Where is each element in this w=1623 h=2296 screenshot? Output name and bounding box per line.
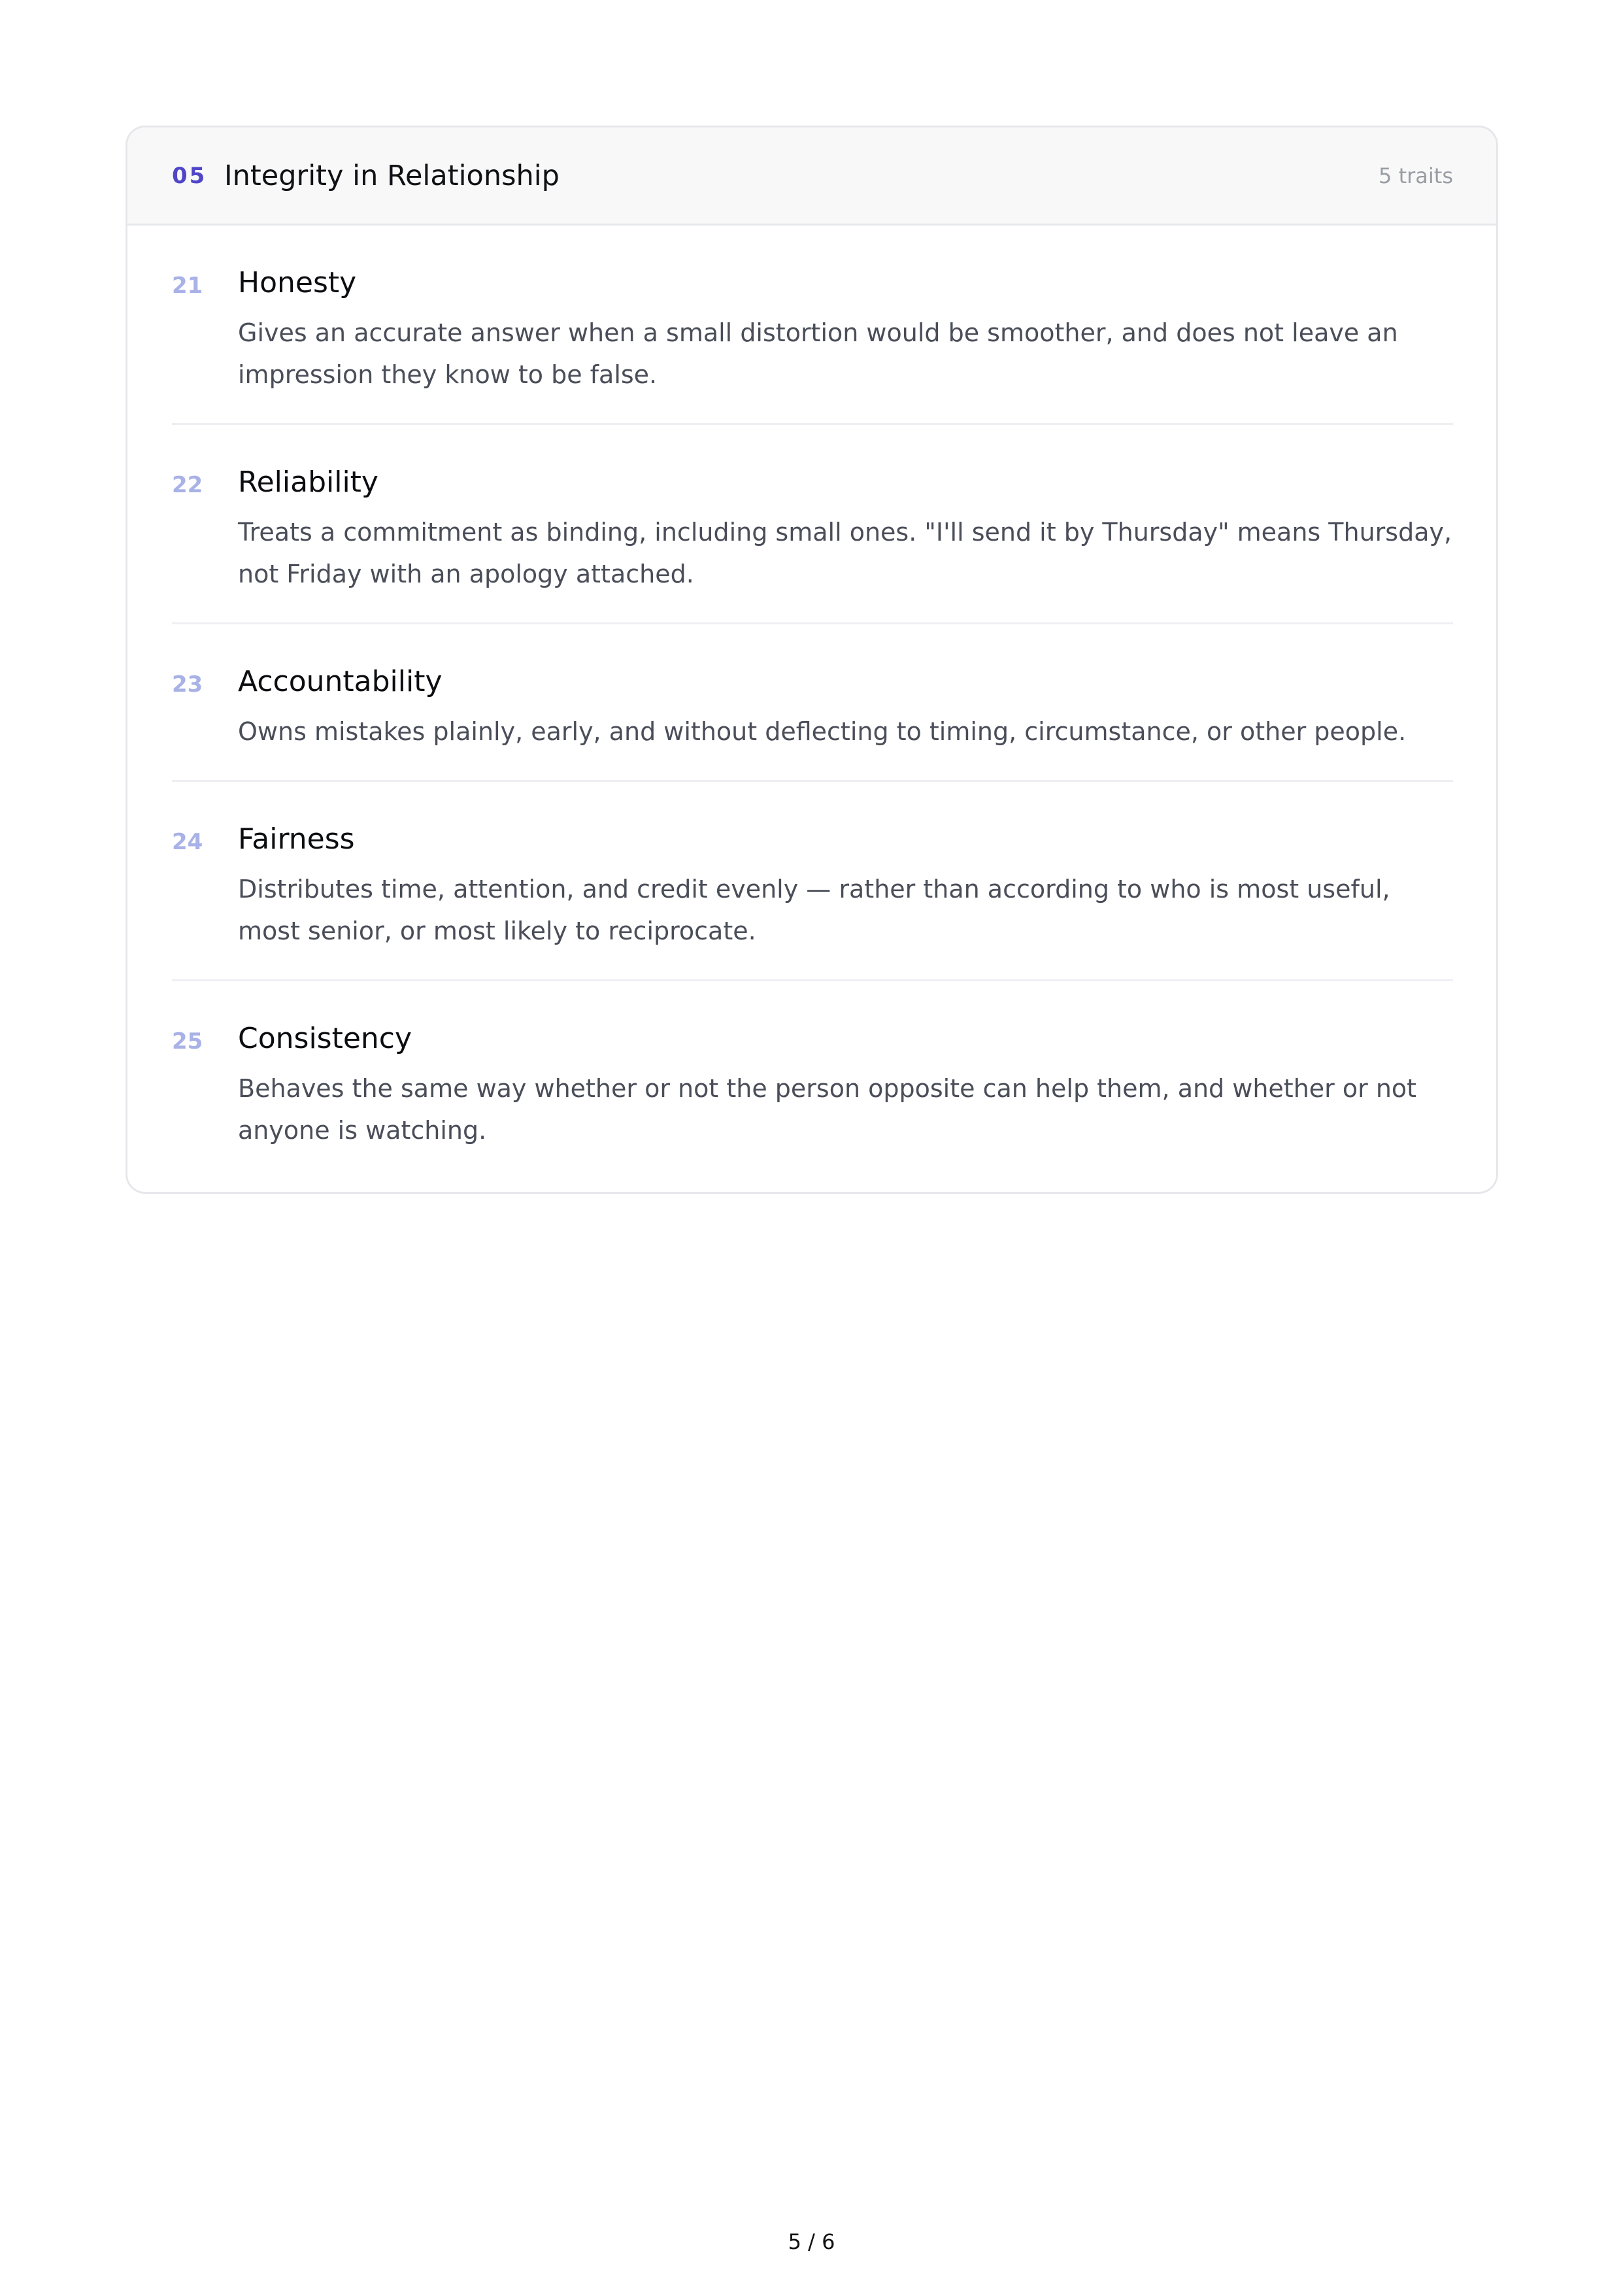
trait-name: Accountability <box>238 665 443 698</box>
section-header <box>127 127 1496 226</box>
trait-name: Reliability <box>238 465 378 499</box>
section-number: 05 <box>172 162 207 189</box>
trait-item <box>172 226 1453 425</box>
trait-number: 22 <box>172 472 203 498</box>
trait-number: 25 <box>172 1028 203 1055</box>
trait-number: 24 <box>172 829 203 855</box>
trait-number: 21 <box>172 273 203 299</box>
trait-item <box>172 425 1453 624</box>
trait-item <box>172 624 1453 782</box>
trait-name: Fairness <box>238 822 355 856</box>
trait-name: Consistency <box>238 1022 412 1055</box>
trait-body <box>238 821 1453 952</box>
page-number: 5 / 6 <box>788 2229 835 2254</box>
trait-description: Behaves the same way whether or not the person opposite can help them, and whether or not anyone is watching. <box>238 1074 1417 1145</box>
trait-list <box>127 226 1496 1192</box>
trait-body <box>238 464 1453 595</box>
section-title: Integrity in Relationship <box>224 159 560 192</box>
trait-description: Treats a commitment as binding, including small ones. "I'll send it by Thursday" means Thursday, not Friday with an apology attached. <box>238 518 1452 588</box>
trait-description: Distributes time, attention, and credit evenly — rather than according to who is most useful, most senior, or most likely to reciprocate. <box>238 875 1390 945</box>
trait-body <box>238 664 1453 752</box>
trait-item <box>172 782 1453 981</box>
trait-description: Owns mistakes plainly, early, and without deflecting to timing, circumstance, or other people. <box>238 717 1407 746</box>
trait-name: Honesty <box>238 266 357 299</box>
section-card <box>125 126 1498 1194</box>
trait-number: 23 <box>172 671 203 698</box>
trait-body <box>238 1021 1453 1151</box>
trait-description: Gives an accurate answer when a small distortion would be smoother, and does not leave an impression they know to be false. <box>238 318 1398 389</box>
trait-item <box>172 981 1453 1192</box>
trait-body <box>238 265 1453 396</box>
trait-count: 5 traits <box>1379 163 1453 188</box>
